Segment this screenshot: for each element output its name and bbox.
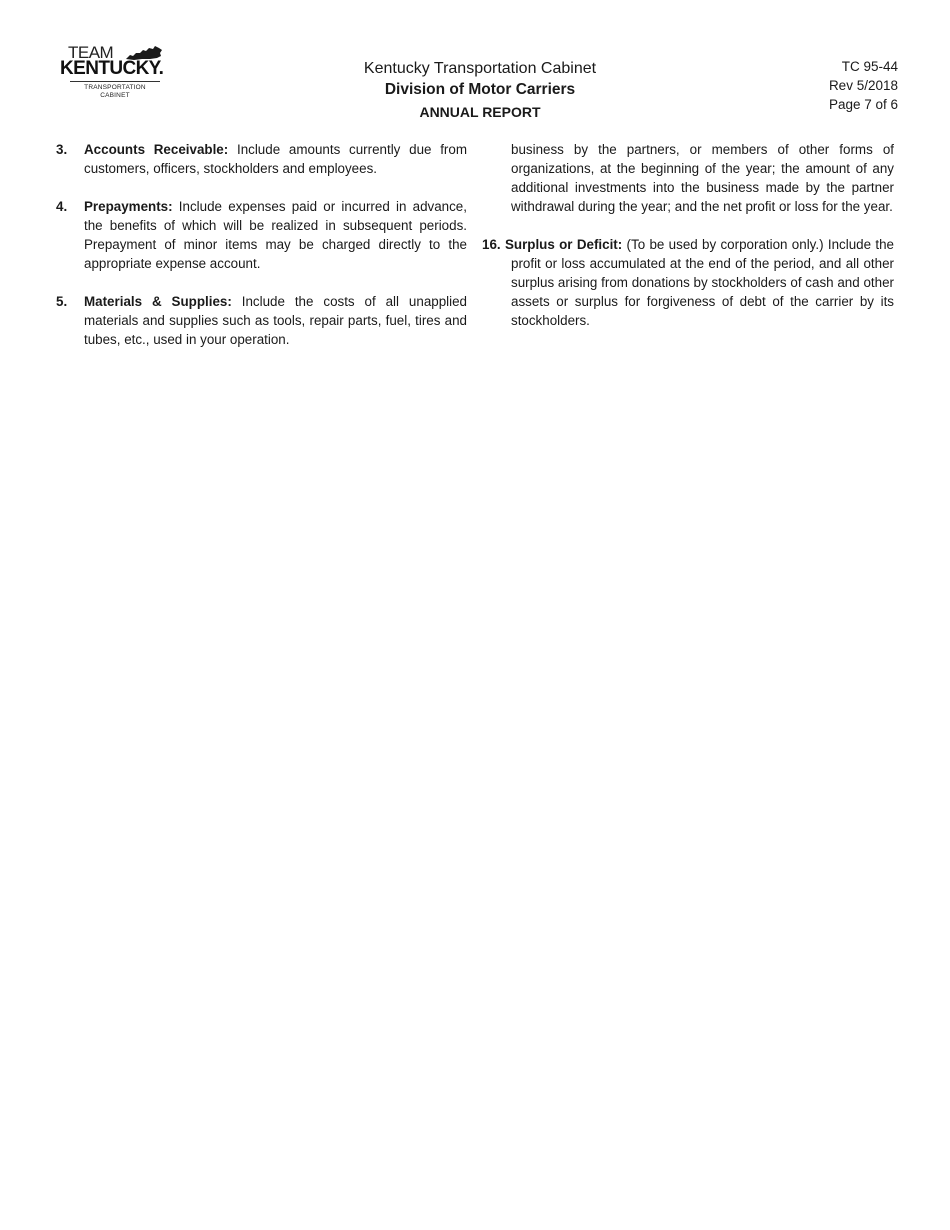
page-number: Page 7 of 6: [828, 97, 898, 112]
left-column: [56, 140, 467, 368]
document-header: [300, 58, 660, 123]
instruction-item-4: [56, 197, 467, 273]
report-title: ANNUAL REPORT: [419, 104, 541, 120]
item-term: Accounts Receivable:: [84, 142, 229, 157]
item-term: Prepayments:: [84, 199, 173, 214]
instruction-item-16: [482, 235, 894, 330]
continued-paragraph: business by the partners, or members of other forms of organizations, at the beginning of the year; the amount of any additional investments into the business made by the partner withdrawal during the year; and the net profit or loss for the year.: [511, 142, 894, 214]
item-lead: [482, 237, 622, 252]
instruction-item-5: [56, 292, 467, 349]
division-name: Division of Motor Carriers: [384, 81, 576, 98]
item-text: (To be used by corporation only.) Include the profit or loss accumulated at the end of the period, and all other surplus arising from donations by stockholders of cash and other assets or surplus for forgiveness of debt of the carrier by its stockholders.: [511, 237, 894, 328]
agency-name: Kentucky Transportation Cabinet: [363, 60, 597, 77]
team-kentucky-logo: [60, 44, 170, 104]
logo-kentucky-text: KENTUCKY.: [60, 58, 164, 79]
instruction-item-3: [56, 140, 467, 178]
item-term: Surplus or Deficit:: [504, 237, 623, 252]
item-text: Include amounts currently due from customers, officers, stockholders and employees.: [84, 142, 467, 176]
form-number: TC 95-44: [841, 59, 898, 74]
item-number: 16.: [482, 237, 501, 252]
item-number: 4.: [56, 199, 68, 214]
form-revision: Rev 5/2018: [828, 78, 898, 93]
logo-team-text: TEAM: [68, 43, 114, 62]
item-text: Include the costs of all unapplied materials and supplies such as tools, repair parts, fuel, tires and tubes, etc., used in your operation.: [84, 294, 468, 347]
logo-transportation-text: TRANSPORTATION: [84, 84, 146, 91]
item-term: Materials & Supplies:: [84, 294, 232, 309]
item-number: 3.: [56, 142, 68, 157]
form-info: [760, 57, 898, 114]
right-column: [482, 140, 894, 330]
item-number: 5.: [56, 294, 68, 309]
item-text: Include expenses paid or incurred in advance, the benefits of which will be realized in subsequent periods. Prepayment of minor items may be charged directly to the appropriate expense account.: [84, 199, 467, 271]
logo-divider: [70, 81, 160, 82]
logo-cabinet-text: CABINET: [100, 92, 130, 99]
